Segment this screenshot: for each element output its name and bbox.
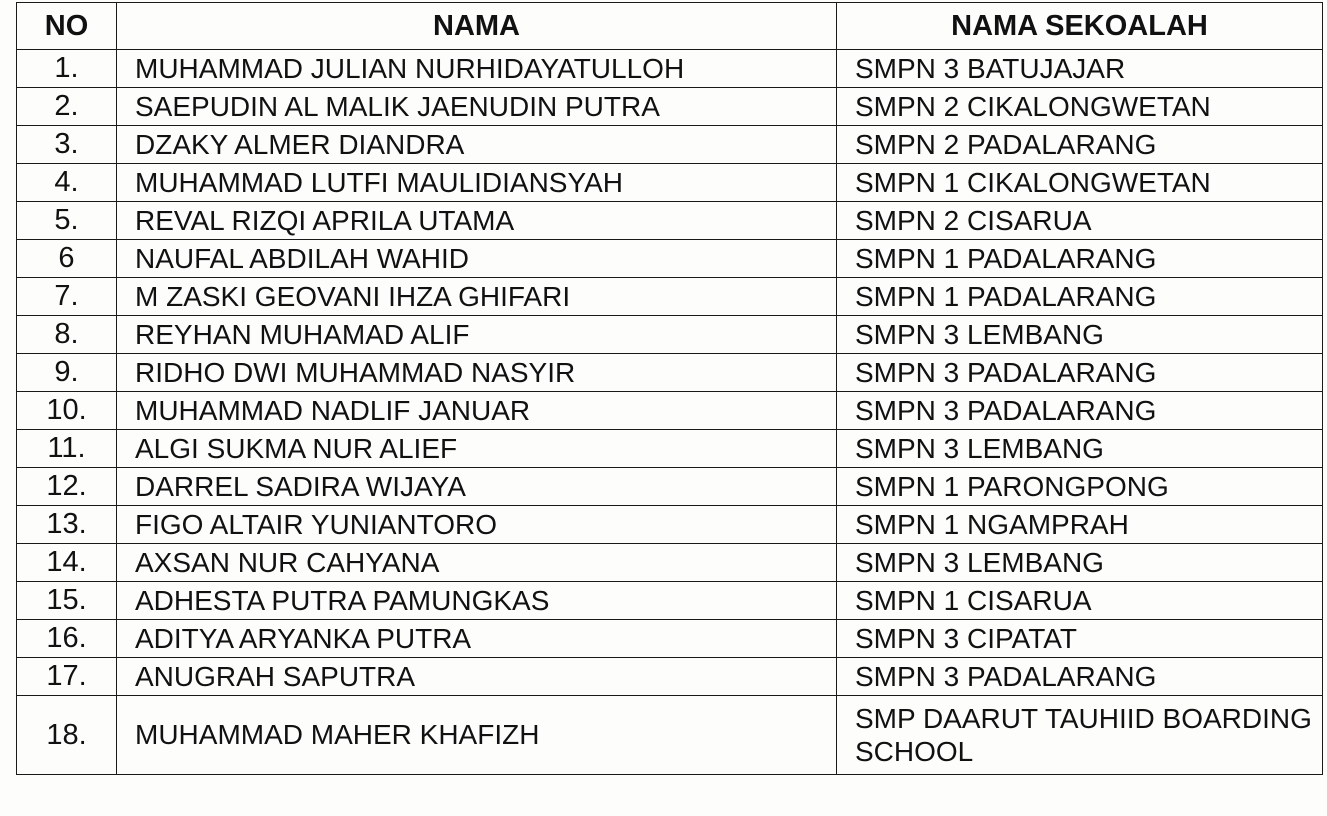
row-number: 2. — [17, 88, 117, 126]
school-name: SMPN 2 CISARUA — [837, 202, 1323, 240]
table-row — [17, 240, 1323, 278]
student-name: RIDHO DWI MUHAMMAD NASYIR — [117, 354, 837, 392]
table-row — [17, 620, 1323, 658]
table-row — [17, 430, 1323, 468]
row-number: 1. — [17, 50, 117, 88]
student-name: MUHAMMAD MAHER KHAFIZH — [117, 696, 837, 775]
table-row — [17, 468, 1323, 506]
table-row — [17, 50, 1323, 88]
school-name: SMPN 3 PADALARANG — [837, 658, 1323, 696]
row-number: 17. — [17, 658, 117, 696]
row-number: 13. — [17, 506, 117, 544]
school-name: SMPN 3 PADALARANG — [837, 354, 1323, 392]
student-name: AXSAN NUR CAHYANA — [117, 544, 837, 582]
student-name: FIGO ALTAIR YUNIANTORO — [117, 506, 837, 544]
table-row — [17, 126, 1323, 164]
row-number: 15. — [17, 582, 117, 620]
student-school-table — [16, 2, 1323, 775]
row-number: 12. — [17, 468, 117, 506]
school-name: SMPN 1 CISARUA — [837, 582, 1323, 620]
row-number: 16. — [17, 620, 117, 658]
student-name: DARREL SADIRA WIJAYA — [117, 468, 837, 506]
school-name: SMPN 3 LEMBANG — [837, 544, 1323, 582]
table-row — [17, 582, 1323, 620]
header-school: NAMA SEKOALAH — [837, 3, 1323, 50]
row-number: 9. — [17, 354, 117, 392]
table-row — [17, 354, 1323, 392]
row-number: 10. — [17, 392, 117, 430]
student-name: ADHESTA PUTRA PAMUNGKAS — [117, 582, 837, 620]
row-number: 18. — [17, 696, 117, 775]
student-name: MUHAMMAD NADLIF JANUAR — [117, 392, 837, 430]
table-row — [17, 316, 1323, 354]
school-name: SMPN 1 PARONGPONG — [837, 468, 1323, 506]
student-name: ALGI SUKMA NUR ALIEF — [117, 430, 837, 468]
student-name: MUHAMMAD LUTFI MAULIDIANSYAH — [117, 164, 837, 202]
table-row — [17, 696, 1323, 775]
student-name: M ZASKI GEOVANI IHZA GHIFARI — [117, 278, 837, 316]
student-name: MUHAMMAD JULIAN NURHIDAYATULLOH — [117, 50, 837, 88]
table-row — [17, 544, 1323, 582]
student-name: NAUFAL ABDILAH WAHID — [117, 240, 837, 278]
table-row — [17, 164, 1323, 202]
header-row — [17, 3, 1323, 50]
table-row — [17, 88, 1323, 126]
school-name: SMPN 1 NGAMPRAH — [837, 506, 1323, 544]
school-name: SMPN 1 PADALARANG — [837, 278, 1323, 316]
table-row — [17, 658, 1323, 696]
school-name: SMPN 3 LEMBANG — [837, 316, 1323, 354]
row-number: 7. — [17, 278, 117, 316]
table-row — [17, 506, 1323, 544]
table-row — [17, 278, 1323, 316]
student-name: DZAKY ALMER DIANDRA — [117, 126, 837, 164]
school-name: SMP DAARUT TAUHIID BOARDING SCHOOL — [837, 696, 1323, 775]
school-name: SMPN 3 LEMBANG — [837, 430, 1323, 468]
student-name: REYHAN MUHAMAD ALIF — [117, 316, 837, 354]
row-number: 6 — [17, 240, 117, 278]
student-name: REVAL RIZQI APRILA UTAMA — [117, 202, 837, 240]
row-number: 14. — [17, 544, 117, 582]
row-number: 11. — [17, 430, 117, 468]
table-row — [17, 202, 1323, 240]
row-number: 3. — [17, 126, 117, 164]
row-number: 5. — [17, 202, 117, 240]
school-name: SMPN 1 PADALARANG — [837, 240, 1323, 278]
student-name: ANUGRAH SAPUTRA — [117, 658, 837, 696]
row-number: 8. — [17, 316, 117, 354]
table-row — [17, 392, 1323, 430]
school-name: SMPN 2 CIKALONGWETAN — [837, 88, 1323, 126]
school-name: SMPN 3 PADALARANG — [837, 392, 1323, 430]
school-name: SMPN 3 CIPATAT — [837, 620, 1323, 658]
school-name: SMPN 2 PADALARANG — [837, 126, 1323, 164]
school-name: SMPN 3 BATUJAJAR — [837, 50, 1323, 88]
header-name: NAMA — [117, 3, 837, 50]
header-no: NO — [17, 3, 117, 50]
student-name: ADITYA ARYANKA PUTRA — [117, 620, 837, 658]
row-number: 4. — [17, 164, 117, 202]
student-name: SAEPUDIN AL MALIK JAENUDIN PUTRA — [117, 88, 837, 126]
school-name: SMPN 1 CIKALONGWETAN — [837, 164, 1323, 202]
